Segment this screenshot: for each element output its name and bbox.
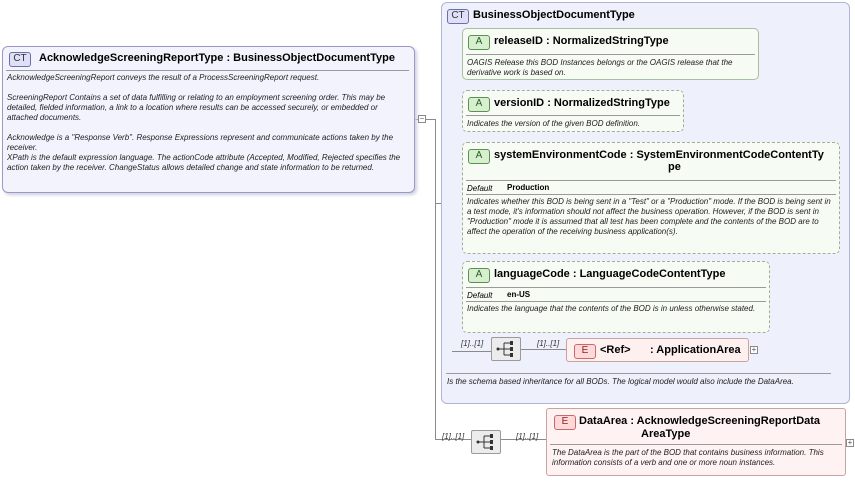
doc-line: XPath is the default expression language. The actionCode attribute (Accepted, Modified, Rejected specifies the action taken by the receiver. ChangeStatus allows detailed change and state information to be returned. bbox=[7, 153, 401, 172]
element-name: : ApplicationArea bbox=[650, 344, 741, 356]
attribute-name bbox=[494, 149, 824, 161]
base-type-title: BusinessObjectDocumentType bbox=[473, 9, 635, 21]
main-type-divider bbox=[6, 70, 409, 71]
doc-spacer bbox=[7, 123, 409, 133]
attribute-divider bbox=[466, 54, 755, 55]
element-badge-icon bbox=[554, 415, 576, 430]
sequence-glyph-icon bbox=[492, 338, 520, 360]
expand-toggle-icon[interactable]: + bbox=[751, 345, 757, 354]
attribute-badge-icon bbox=[468, 97, 490, 112]
element-dataarea-box[interactable] bbox=[546, 408, 846, 476]
attribute-documentation: Indicates whether this BOD is being sent in a "Test" or a "Production" mode. If the BOD is being sent in a test mode, it's information should not affect the business operation. However, if the BOD is sent in "Production" mode it is assumed that all test has been complete and the contents of the BOD are to affect the operation of the receiving business application(s). bbox=[467, 197, 831, 236]
attribute-divider bbox=[466, 180, 836, 181]
attribute-divider bbox=[466, 287, 766, 288]
element-ref: <Ref> bbox=[600, 344, 631, 356]
attribute-name-text: releaseID bbox=[494, 35, 543, 47]
complex-type-badge-label: CT bbox=[451, 10, 465, 21]
element-name: DataArea : AcknowledgeScreeningReportData bbox=[579, 415, 821, 427]
attribute-divider bbox=[466, 301, 766, 302]
connector-trunk bbox=[435, 119, 436, 439]
attribute-name-text: systemEnvironmentCode bbox=[494, 149, 627, 161]
attribute-type: NormalizedStringType bbox=[552, 35, 669, 47]
sequence-compositor-icon[interactable] bbox=[491, 337, 521, 361]
cardinality-label: [1]..[1] bbox=[516, 432, 539, 441]
attribute-documentation: OAGIS Release this BOD Instances belongs or the OAGIS release that the derivative work is based on. bbox=[467, 58, 733, 77]
default-value: Production bbox=[507, 183, 550, 192]
attribute-badge-label: A bbox=[475, 150, 483, 161]
attribute-badge-icon bbox=[468, 149, 490, 164]
default-value: en-US bbox=[507, 290, 531, 299]
attribute-versionid-box[interactable] bbox=[462, 90, 684, 132]
type-separator: : bbox=[542, 35, 553, 47]
connector-to-applicationarea bbox=[521, 349, 566, 350]
expand-toggle-icon[interactable]: + bbox=[847, 438, 853, 447]
attribute-languagecode-box[interactable] bbox=[462, 261, 770, 333]
complex-type-badge-icon bbox=[9, 52, 31, 67]
attribute-name bbox=[494, 268, 725, 280]
attribute-type: LanguageCodeContentType bbox=[579, 268, 726, 280]
connector-inner-sequence bbox=[452, 351, 491, 352]
attribute-badge-icon bbox=[468, 268, 490, 283]
attribute-badge-label: A bbox=[475, 98, 483, 109]
attribute-systemenvironmentcode-box[interactable] bbox=[462, 142, 840, 254]
type-separator: : bbox=[569, 268, 580, 280]
default-label: Default bbox=[467, 184, 493, 193]
type-separator: : bbox=[544, 97, 554, 109]
attribute-name bbox=[494, 97, 670, 109]
element-applicationarea-box[interactable] bbox=[566, 338, 749, 362]
attribute-name bbox=[494, 35, 669, 47]
element-badge-label: E bbox=[581, 345, 589, 356]
cardinality-label: [1]..[1] bbox=[537, 339, 560, 348]
sequence-compositor-icon[interactable] bbox=[471, 430, 501, 454]
attribute-type: SystemEnvironmentCodeContentTy bbox=[636, 149, 824, 161]
main-type-title: AcknowledgeScreeningReportType : BusinessObjectDocumentType bbox=[39, 52, 395, 64]
attribute-divider bbox=[466, 115, 680, 116]
element-badge-icon bbox=[574, 344, 596, 359]
element-divider bbox=[550, 444, 842, 445]
cardinality-label: [1]..[1] bbox=[461, 339, 484, 348]
doc-line: Acknowledge is a "Response Verb". Response Expressions represent and communicate actions taken by the receiver. bbox=[7, 133, 394, 152]
doc-line: ScreeningReport Contains a set of data fulfilling or relating to an employment screening order. This may be detailed, fielded information, a link to a location where results can be accessed securely, or embedded or attached documents. bbox=[7, 93, 386, 122]
default-label: Default bbox=[467, 291, 493, 300]
attribute-name-text: languageCode bbox=[494, 268, 570, 280]
doc-line: AcknowledgeScreeningReport conveys the result of a ProcessScreeningReport request. bbox=[7, 73, 320, 82]
attribute-badge-label: A bbox=[475, 36, 483, 47]
sequence-glyph-icon bbox=[472, 431, 500, 453]
main-complex-type-box[interactable] bbox=[2, 46, 415, 193]
complex-type-badge-icon bbox=[447, 9, 469, 24]
collapse-toggle-icon[interactable]: − bbox=[419, 114, 425, 123]
main-type-documentation bbox=[7, 73, 409, 173]
attribute-documentation: Indicates the language that the contents of the BOD is in unless otherwise stated. bbox=[467, 304, 756, 313]
cardinality-label: [1]..[1] bbox=[442, 432, 465, 441]
type-separator: : bbox=[626, 149, 637, 161]
complex-type-badge-label: CT bbox=[13, 53, 27, 64]
attribute-badge-icon bbox=[468, 35, 490, 50]
element-documentation: The DataArea is the part of the BOD that contains business information. This information consists of a verb and one or more noun instances. bbox=[552, 448, 824, 467]
base-complex-type-box[interactable] bbox=[441, 2, 850, 404]
base-type-divider bbox=[446, 373, 831, 374]
element-type-continued: AreaType bbox=[641, 428, 691, 440]
attribute-name-text: versionID bbox=[494, 97, 545, 109]
attribute-type-continued: pe bbox=[668, 161, 681, 173]
attribute-type: NormalizedStringType bbox=[553, 97, 670, 109]
doc-spacer bbox=[7, 83, 409, 93]
attribute-documentation: Indicates the version of the given BOD definition. bbox=[467, 119, 640, 128]
base-type-documentation: Is the schema based inheritance for all BODs. The logical model would also include the DataArea. bbox=[447, 377, 794, 386]
attribute-releaseid-box[interactable] bbox=[462, 28, 759, 80]
attribute-badge-label: A bbox=[475, 269, 483, 280]
element-badge-label: E bbox=[561, 416, 569, 427]
attribute-divider bbox=[466, 194, 836, 195]
